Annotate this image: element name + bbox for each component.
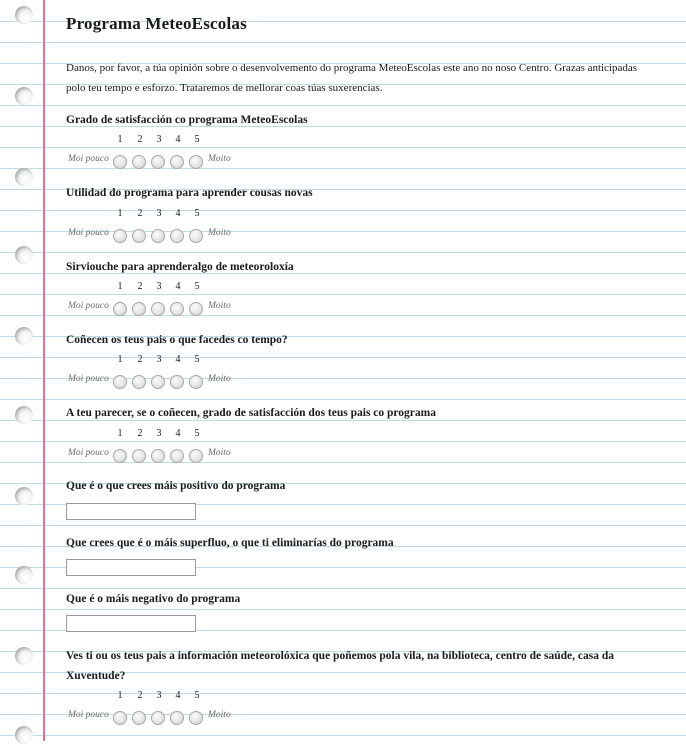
scale-number: 2 (137, 281, 143, 292)
form-title: Programa MeteoEscolas (66, 14, 247, 33)
scale-number: 4 (175, 208, 181, 219)
scale-number: 2 (137, 690, 143, 701)
scale-number: 5 (194, 354, 200, 365)
scale-number: 3 (156, 690, 162, 701)
scale-high-label: Moito (208, 374, 231, 384)
binder-hole (15, 726, 33, 744)
binder-hole (15, 168, 33, 186)
scale-number: 5 (194, 134, 200, 145)
rating-radio-4[interactable] (170, 449, 184, 463)
scale-number: 1 (117, 690, 123, 701)
binder-hole (15, 647, 33, 665)
scale-number: 3 (156, 428, 162, 439)
rating-radio-5[interactable] (189, 155, 203, 169)
scale-high-label: Moito (208, 710, 231, 720)
scale-low-label: Moi pouco (68, 228, 109, 238)
rating-radio-3[interactable] (151, 229, 165, 243)
scale-low-label: Moi pouco (68, 448, 109, 458)
rating-scale (66, 428, 366, 470)
question-label: Grado de satisfacción co programa MeteoEscolas (66, 114, 308, 126)
rating-radio-2[interactable] (132, 449, 146, 463)
rating-radio-1[interactable] (113, 375, 127, 389)
rating-radio-5[interactable] (189, 449, 203, 463)
rating-radio-4[interactable] (170, 711, 184, 725)
answer-input-superfluous[interactable] (66, 559, 196, 576)
scale-high-label: Moito (208, 228, 231, 238)
scale-number: 4 (175, 281, 181, 292)
rating-radio-5[interactable] (189, 229, 203, 243)
question-label: Que crees que é o máis superfluo, o que ti eliminarías do programa (66, 537, 394, 549)
rating-scale (66, 690, 366, 732)
rating-radio-1[interactable] (113, 711, 127, 725)
rating-radio-3[interactable] (151, 711, 165, 725)
scale-number: 3 (156, 134, 162, 145)
notebook-margin-line (43, 0, 45, 741)
scale-low-label: Moi pouco (68, 710, 109, 720)
rating-scale (66, 134, 366, 176)
scale-high-label: Moito (208, 301, 231, 311)
binder-hole (15, 487, 33, 505)
rating-radio-2[interactable] (132, 155, 146, 169)
binder-hole (15, 406, 33, 424)
rating-radio-2[interactable] (132, 711, 146, 725)
scale-number: 5 (194, 281, 200, 292)
rating-radio-4[interactable] (170, 375, 184, 389)
rating-radio-3[interactable] (151, 155, 165, 169)
scale-number: 1 (117, 354, 123, 365)
scale-number: 4 (175, 690, 181, 701)
rating-scale (66, 281, 366, 323)
scale-number: 2 (137, 428, 143, 439)
scale-high-label: Moito (208, 448, 231, 458)
question-label: Ves ti ou os teus pais a información meteorolóxica que poñemos pola vila, na biblioteca, centro de saúde, casa da Xuventude? (66, 650, 614, 682)
scale-number: 4 (175, 354, 181, 365)
scale-number: 3 (156, 208, 162, 219)
scale-number: 2 (137, 354, 143, 365)
question-label: Sirviouche para aprenderalgo de meteoroloxía (66, 261, 294, 273)
scale-number: 2 (137, 208, 143, 219)
scale-number: 5 (194, 208, 200, 219)
question-label: Coñecen os teus pais o que facedes co tempo? (66, 334, 288, 346)
scale-high-label: Moito (208, 154, 231, 164)
binder-hole (15, 566, 33, 584)
rating-radio-3[interactable] (151, 449, 165, 463)
scale-number: 1 (117, 134, 123, 145)
answer-input-positive[interactable] (66, 503, 196, 520)
rating-radio-4[interactable] (170, 155, 184, 169)
rating-scale (66, 354, 366, 396)
question-label: Que é o que crees máis positivo do programa (66, 480, 286, 492)
scale-low-label: Moi pouco (68, 374, 109, 384)
scale-number: 1 (117, 208, 123, 219)
rating-radio-5[interactable] (189, 302, 203, 316)
rating-radio-1[interactable] (113, 229, 127, 243)
scale-number: 5 (194, 690, 200, 701)
rating-radio-5[interactable] (189, 711, 203, 725)
scale-number: 4 (175, 134, 181, 145)
rating-scale (66, 208, 366, 250)
scale-number: 3 (156, 354, 162, 365)
scale-number: 1 (117, 428, 123, 439)
scale-low-label: Moi pouco (68, 154, 109, 164)
rating-radio-1[interactable] (113, 155, 127, 169)
rating-radio-3[interactable] (151, 375, 165, 389)
binder-hole (15, 246, 33, 264)
rating-radio-4[interactable] (170, 229, 184, 243)
scale-number: 3 (156, 281, 162, 292)
answer-input-negative[interactable] (66, 615, 196, 632)
scale-number: 5 (194, 428, 200, 439)
scale-number: 2 (137, 134, 143, 145)
rating-radio-2[interactable] (132, 229, 146, 243)
form-intro: Danos, por favor, a túa opinión sobre o desenvolvemento do programa MeteoEscolas este ano no noso Centro. Grazas anticipadas polo teu tempo e esforzo. Trataremos de mellorar coas túas suxerencias. (66, 62, 638, 94)
rating-radio-4[interactable] (170, 302, 184, 316)
binder-hole (15, 6, 33, 24)
rating-radio-1[interactable] (113, 302, 127, 316)
rating-radio-5[interactable] (189, 375, 203, 389)
rating-radio-2[interactable] (132, 375, 146, 389)
question-label: A teu parecer, se o coñecen, grado de satisfacción dos teus pais co programa (66, 407, 436, 419)
rating-radio-1[interactable] (113, 449, 127, 463)
rating-radio-2[interactable] (132, 302, 146, 316)
rating-radio-3[interactable] (151, 302, 165, 316)
binder-hole (15, 327, 33, 345)
question-label: Utilidad do programa para aprender cousas novas (66, 187, 313, 199)
scale-number: 4 (175, 428, 181, 439)
binder-hole (15, 87, 33, 105)
scale-low-label: Moi pouco (68, 301, 109, 311)
scale-number: 1 (117, 281, 123, 292)
question-label: Que é o máis negativo do programa (66, 593, 241, 605)
